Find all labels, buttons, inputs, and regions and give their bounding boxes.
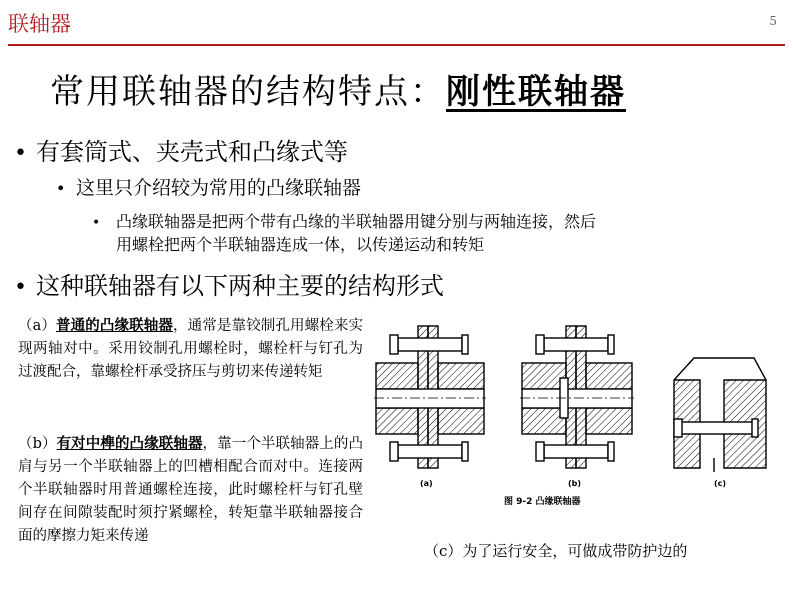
paragraph-a [18, 314, 363, 384]
bullet-dot: • [14, 275, 27, 300]
paragraph-b [18, 432, 363, 548]
bullet-level3-a [92, 209, 596, 232]
bullet-text: 这里只介绍较为常用的凸缘联轴器 [76, 177, 362, 199]
coupling-drawing-c [674, 358, 766, 472]
paragraph-a-body: ，通常是靠铰制孔用螺栓来实现两轴对中。采用铰制孔用螺栓时，螺栓杆与钉孔为过渡配合，靠螺栓杆承受挤压与剪切来传递转矩 [18, 318, 363, 380]
bullet-level1-a [14, 132, 348, 167]
figure-caption: 图 9-2 凸缘联轴器 [504, 497, 581, 507]
paragraph-a-term: 普通的凸缘联轴器 [56, 317, 174, 334]
bullet-text: 这种联轴器有以下两种主要的结构形式 [36, 272, 444, 300]
paragraph-a-prefix: （a） [18, 318, 57, 334]
bullet-level1-b [14, 266, 444, 301]
slide-title-emphasis: 刚性联轴器 [446, 72, 626, 112]
figure-label-a: (a) [420, 479, 433, 488]
caption-c: （c）为了运行安全，可做成带防护边的 [424, 542, 688, 560]
paragraph-b-body: ，靠一个半联轴器上的凸肩与另一个半联轴器上的凹槽相配合而对中。连接两个半联轴器时用普通螺栓连接，此时螺栓杆与钉孔壁间存在间隙装配时须拧紧螺栓，转矩靠半联轴器接合面的摩擦力矩来传递 [18, 436, 364, 544]
figure-label-c: (c) [714, 479, 727, 488]
header-title: 联轴器 [8, 12, 71, 36]
bullet-dot: • [92, 215, 101, 231]
slide-title [50, 64, 626, 113]
bullet-dot: • [56, 179, 66, 198]
header-rule [8, 44, 785, 46]
figure-label-b: (b) [568, 479, 582, 488]
bullet-level2-a [56, 173, 361, 200]
bullet-dot: • [14, 141, 27, 166]
paragraph-b-prefix: （b） [18, 436, 57, 452]
paragraph-b-term: 有对中榫的凸缘联轴器 [56, 435, 203, 452]
coupling-figure [374, 318, 785, 514]
bullet-text: 有套筒式、夹壳式和凸缘式等 [36, 138, 348, 166]
slide-title-main: 常用联轴器的结构特点： [50, 72, 446, 112]
coupling-drawing-a [374, 326, 486, 468]
bullet-text: 凸缘联轴器是把两个带有凸缘的半联轴器用键分别与两轴连接，然后 [116, 212, 597, 231]
page-number: 5 [769, 14, 777, 28]
coupling-drawing-b [520, 326, 634, 468]
bullet-level3-a-continuation: 用螺栓把两个半联轴器连成一体，以传递运动和转矩 [116, 235, 485, 254]
